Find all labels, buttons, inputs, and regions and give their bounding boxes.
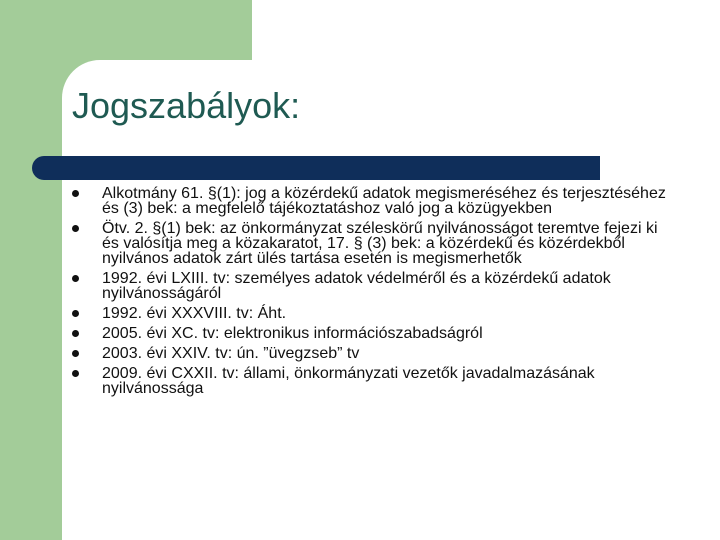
bullet-dot-icon (72, 330, 79, 337)
bullet-item-2003-xxiv (72, 346, 672, 361)
bullet-text: Ötv. 2. §(1) bek: az önkormányzat széleskörű nyilvánosságot teremtve fejezi ki és valósítja meg a közakaratot, 17. § (3) bek: a közérdekű és közérdekből nyilvános adatok zárt ülés tartása esetén is megismerhetők (102, 220, 658, 267)
bullet-text: 1992. évi XXXVIII. tv: Áht. (102, 305, 287, 322)
bullet-text: 2005. évi XC. tv: elektronikus információszabadságról (102, 325, 483, 342)
bullet-text: 1992. évi LXIII. tv: személyes adatok védelméről és a közérdekű adatok nyilvánosságáról (102, 270, 611, 302)
bullet-item-otv (72, 221, 672, 266)
bullet-item-1992-lxiii (72, 271, 672, 301)
slide-title: Jogszabályok: (72, 85, 301, 126)
green-side-strip (0, 60, 62, 540)
bullet-dot-icon (72, 225, 79, 232)
bullet-text: 2009. évi CXXII. tv: állami, önkormányzati vezetők javadalmazásának nyilvánossága (102, 365, 595, 397)
bullet-text: 2003. évi XXIV. tv: ún. ”üvegzseb” tv (102, 345, 360, 362)
bullet-dot-icon (72, 310, 79, 317)
title-divider-bar (32, 156, 600, 180)
bullet-dot-icon (72, 370, 79, 377)
bullet-item-alkotmany (72, 186, 672, 216)
bullet-item-1992-xxxviii (72, 306, 672, 321)
bullet-list (72, 186, 672, 401)
bullet-dot-icon (72, 190, 79, 197)
bullet-item-2009-cxxii (72, 366, 672, 396)
bullet-text: Alkotmány 61. §(1): jog a közérdekű adatok megismeréséhez és terjesztéséhez és (3) bek: a megfelelő tájékoztatáshoz való jog a közügyekben (102, 185, 666, 217)
bullet-dot-icon (72, 350, 79, 357)
bullet-item-2005-xc (72, 326, 672, 341)
bullet-dot-icon (72, 275, 79, 282)
